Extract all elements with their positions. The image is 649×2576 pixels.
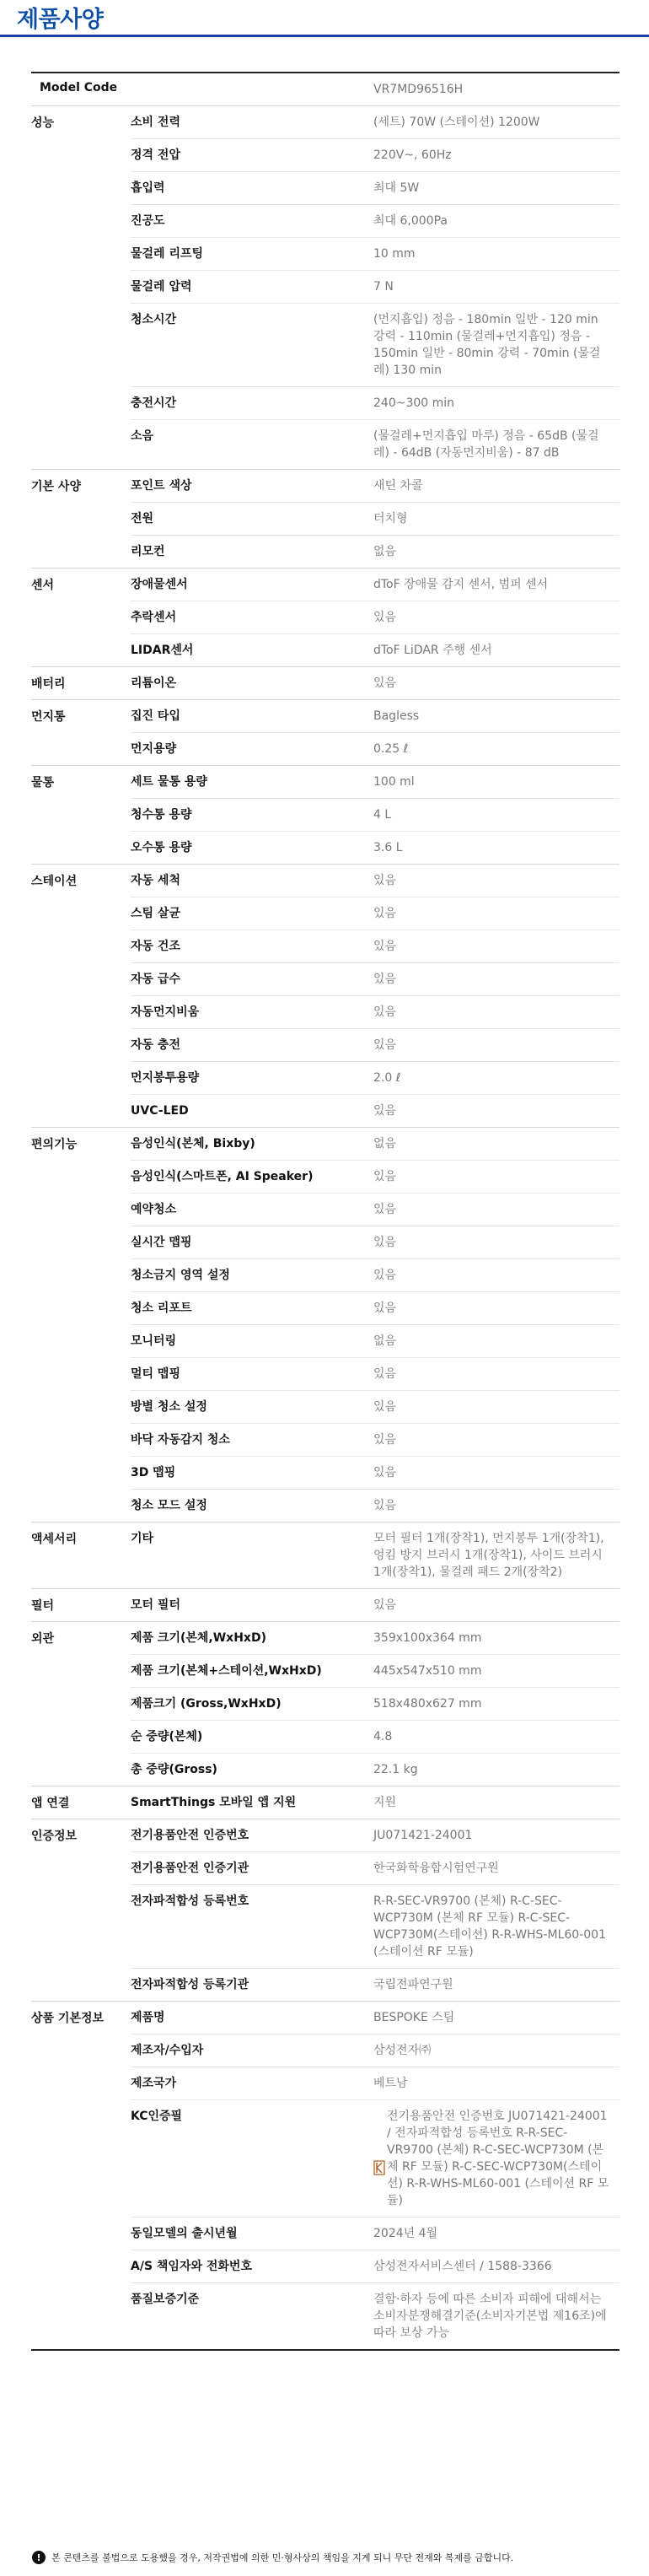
spec-label: 장애물센서: [131, 578, 188, 591]
spec-value: 518x480x627 mm: [373, 1697, 482, 1711]
spec-category: 인증정보: [31, 1830, 78, 1843]
spec-row: [131, 963, 620, 996]
spec-rows: [131, 106, 620, 469]
spec-row: [131, 1885, 620, 1969]
spec-value: 있음: [373, 1236, 397, 1249]
spec-category: 먼지통: [31, 710, 66, 724]
spec-row: [131, 470, 620, 503]
spec-value: 359x100x364 mm: [373, 1631, 482, 1645]
spec-row: [131, 2034, 620, 2067]
spec-row: [131, 569, 620, 601]
spec-label: 물걸레 압력: [131, 280, 192, 294]
spec-row: [131, 1062, 620, 1095]
spec-row: [131, 106, 620, 139]
spec-row: [131, 1424, 620, 1457]
spec-label: 전자파적합성 등록기관: [131, 1978, 249, 1991]
spec-rows: [131, 700, 620, 765]
title-bar: [0, 0, 649, 37]
spec-value: 있음: [373, 1005, 397, 1019]
spec-value: 국립전파연구원: [373, 1978, 453, 1991]
spec-value: 22.1 kg: [373, 1763, 418, 1776]
spec-category: 성능: [31, 116, 55, 130]
spec-rows: [131, 1522, 620, 1588]
spec-label: 예약청소: [131, 1203, 177, 1216]
spec-value: 100 ml: [373, 775, 415, 789]
spec-label: 제조자/수입자: [131, 2044, 204, 2057]
spec-row: [131, 832, 620, 864]
spec-value: 있음: [373, 1170, 397, 1183]
copyright-notice: [0, 2539, 649, 2576]
spec-value: 있음: [373, 907, 397, 920]
spec-row: [131, 667, 620, 699]
spec-row: [131, 1391, 620, 1424]
spec-row: [131, 172, 620, 205]
spec-value: 삼성전자서비스센터 / 1588-3366: [373, 2260, 552, 2273]
spec-row: [131, 1969, 620, 2001]
spec-row: [131, 1852, 620, 1885]
spec-label: 추락센서: [131, 611, 177, 624]
spec-value: 있음: [373, 1203, 397, 1216]
spec-value: 삼성전자㈜: [373, 2044, 432, 2057]
spec-label: 물걸레 리프팅: [131, 247, 204, 261]
spec-category: 앱 연결: [31, 1797, 70, 1810]
spec-row: [131, 1095, 620, 1127]
spec-label: 기타: [131, 1532, 154, 1545]
spec-label: 멀티 맵핑: [131, 1367, 180, 1381]
spec-label: 실시간 맵핑: [131, 1236, 192, 1249]
spec-row: [131, 996, 620, 1029]
spec-category: 필터: [31, 1599, 55, 1613]
spec-label: 충전시간: [131, 396, 177, 410]
spec-value: JU071421-24001: [373, 1829, 473, 1842]
model-code-value: VR7MD96516H: [373, 83, 464, 96]
spec-rows: [131, 766, 620, 864]
spec-label: 동일모델의 출시년월: [131, 2227, 238, 2240]
model-code-row: [31, 73, 620, 106]
spec-category: 배터리: [31, 677, 66, 691]
spec-label: 모니터링: [131, 1334, 177, 1348]
spec-group: [31, 569, 620, 667]
spec-label: 3D 맵핑: [131, 1466, 176, 1479]
spec-row: [131, 1358, 620, 1391]
spec-row: [131, 865, 620, 897]
spec-row: [131, 930, 620, 963]
spec-value: BESPOKE 스팀: [373, 2011, 455, 2024]
spec-row: [131, 1259, 620, 1292]
spec-row: [131, 536, 620, 568]
spec-row: [131, 2218, 620, 2250]
spec-row: [131, 503, 620, 536]
spec-row: [131, 1688, 620, 1721]
spec-value: Bagless: [373, 709, 420, 723]
spec-label: 청수통 용량: [131, 808, 192, 822]
spec-row: [131, 1226, 620, 1259]
spec-row: [131, 304, 620, 387]
spec-row: [131, 271, 620, 304]
spec-group: [31, 2002, 620, 2349]
spec-label: 품질보증기준: [131, 2293, 200, 2306]
spec-value: 445x547x510 mm: [373, 1664, 482, 1678]
spec-row: [131, 799, 620, 832]
spec-label: 제품명: [131, 2011, 165, 2024]
spec-value: (물걸레+먼지흡입 마루) 정음 - 65dB (물걸레) - 64dB (자동먼지비움) - 87 dB: [373, 429, 599, 460]
spec-group: [31, 1786, 620, 1819]
spec-row: [131, 1490, 620, 1522]
spec-category: 기본 사양: [31, 480, 81, 493]
spec-value: 3.6 L: [373, 841, 403, 854]
spec-category: 물통: [31, 776, 55, 790]
spec-label: 제품 크기(본체+스테이션,WxHxD): [131, 1664, 322, 1678]
spec-label: 총 중량(Gross): [131, 1763, 217, 1776]
spec-row: [131, 2002, 620, 2034]
spec-label: 순 중량(본체): [131, 1730, 203, 1743]
spec-value: 있음: [373, 676, 397, 690]
spec-label: 스팀 살균: [131, 907, 180, 920]
spec-label: 자동먼지비움: [131, 1005, 200, 1019]
spec-label: 집진 타입: [131, 709, 180, 723]
spec-value: 4 L: [373, 808, 392, 822]
spec-label: LIDAR센서: [131, 644, 194, 657]
spec-category: 상품 기본정보: [31, 2012, 105, 2025]
spec-label: 자동 건조: [131, 940, 180, 953]
spec-row: [131, 1622, 620, 1655]
spec-value: 있음: [373, 1038, 397, 1052]
spec-value: 10 mm: [373, 247, 416, 261]
spec-value: 있음: [373, 973, 397, 986]
spec-label: SmartThings 모바일 앱 지원: [131, 1796, 297, 1809]
spec-value: (먼지흡입) 정음 - 180min 일반 - 120 min 강력 - 110min (물걸레+먼지흡입) 정음 - 150min 일반 - 80min 강력 - 70min (물걸레) 130 min: [373, 313, 601, 377]
spec-label: 리모컨: [131, 545, 165, 558]
spec-row: [131, 2283, 620, 2349]
spec-row: [131, 1292, 620, 1325]
spec-label: 청소 리포트: [131, 1301, 192, 1315]
spec-rows: [131, 2002, 620, 2349]
spec-value: (세트) 70W (스테이션) 1200W: [373, 116, 540, 129]
spec-rows: [131, 1819, 620, 2001]
info-icon: !: [32, 2551, 46, 2564]
spec-category: 외관: [31, 1632, 55, 1646]
spec-row: [131, 420, 620, 469]
spec-value: 터치형: [373, 512, 408, 525]
spec-rows: [131, 1622, 620, 1786]
spec-label: KC인증필: [131, 2110, 183, 2123]
spec-value: 최대 6,000Pa: [373, 214, 448, 228]
spec-value: 새틴 차콜: [373, 479, 423, 493]
spec-value: 전기용품안전 인증번호 JU071421-24001 / 전자파적합성 등록번호 R-R-SEC-VR9700 (본체) R-C-SEC-WCP730M (본체 RF 모듈) R-C-SEC-WCP730M(스테이션) R-R-WHS-ML60-001 (스테이션 RF 모듈): [387, 2110, 609, 2207]
spec-row: [131, 1522, 620, 1588]
spec-label: 자동 충전: [131, 1038, 180, 1052]
spec-value: 베트남: [373, 2077, 408, 2090]
spec-rows: [131, 865, 620, 1127]
spec-group: [31, 1128, 620, 1522]
spec-value: 0.25 ℓ: [373, 742, 409, 756]
spec-row: [131, 1819, 620, 1852]
spec-row: [131, 700, 620, 733]
spec-value: 결함·하자 등에 따른 소비자 피해에 대해서는 소비자분쟁해결기준(소비자기본법 제16조)에 따라 보상 가능: [373, 2293, 607, 2340]
spec-label: 전기용품안전 인증기관: [131, 1862, 249, 1875]
spec-value: 없음: [373, 1334, 397, 1348]
spec-row: [131, 1721, 620, 1754]
spec-label: 청소시간: [131, 313, 177, 326]
spec-group: [31, 1622, 620, 1786]
spec-value: 있음: [373, 1269, 397, 1282]
spec-label: 포인트 색상: [131, 479, 192, 493]
spec-value: 있음: [373, 1301, 397, 1315]
spec-label: 전기용품안전 인증번호: [131, 1829, 249, 1842]
spec-label: 먼지봉투용량: [131, 1071, 200, 1085]
spec-row: [131, 205, 620, 238]
spec-label: 청소금지 영역 설정: [131, 1269, 230, 1282]
spec-label: 제품 크기(본체,WxHxD): [131, 1631, 266, 1645]
spec-row: [131, 1194, 620, 1226]
kc-mark-icon: [373, 2160, 385, 2175]
spec-label: 청소 모드 설정: [131, 1499, 207, 1512]
spec-value: 모터 필터 1개(장착1), 먼지봉투 1개(장착1), 엉킴 방지 브러시 1개(장착1), 사이드 브러시 1개(장착1), 물걸레 패드 2개(장착2): [373, 1532, 604, 1579]
spec-row: [131, 2067, 620, 2100]
spec-rows: [131, 1589, 620, 1621]
spec-label: 바닥 자동감지 청소: [131, 1433, 230, 1447]
page-title: 제품사양: [17, 7, 104, 33]
spec-row: [131, 1128, 620, 1161]
spec-row: [131, 387, 620, 420]
spec-label: 자동 세척: [131, 874, 180, 887]
spec-label: 자동 급수: [131, 973, 180, 986]
spec-row: [131, 1457, 620, 1490]
spec-value: 2.0 ℓ: [373, 1071, 401, 1085]
spec-row: [131, 601, 620, 634]
spec-rows: [131, 667, 620, 699]
spec-table: [31, 72, 620, 2351]
spec-value: 있음: [373, 1104, 397, 1118]
spec-row: [131, 2100, 620, 2218]
spec-value: 지원: [373, 1796, 397, 1809]
spec-row: [131, 1589, 620, 1621]
spec-label: 전원: [131, 512, 154, 525]
spec-label: 세트 물통 용량: [131, 775, 207, 789]
spec-value: 있음: [373, 874, 397, 887]
spec-rows: [131, 1786, 620, 1819]
spec-row: [131, 733, 620, 765]
spec-value: 있음: [373, 1433, 397, 1447]
spec-category: 센서: [31, 579, 55, 592]
copyright-text: 본 콘텐츠를 불법으로 도용했을 경우, 저작권법에 의한 민·형사상의 책임을 지게 되니 무단 전재와 복제를 금합니다.: [51, 2552, 514, 2563]
spec-row: [131, 139, 620, 172]
spec-group: [31, 1589, 620, 1622]
spec-value: 있음: [373, 1400, 397, 1414]
spec-group: [31, 667, 620, 700]
spec-group: [31, 865, 620, 1128]
spec-value: dToF 장애물 감지 센서, 범퍼 센서: [373, 578, 549, 591]
spec-label: 모터 필터: [131, 1598, 180, 1612]
spec-value: R-R-SEC-VR9700 (본체) R-C-SEC-WCP730M (본체 RF 모듈) R-C-SEC-WCP730M(스테이션) R-R-WHS-ML60-001 (스테이션 RF 모듈): [373, 1894, 606, 1959]
spec-label: 음성인식(본체, Bixby): [131, 1137, 255, 1151]
spec-value: 없음: [373, 545, 397, 558]
spec-value: 4.8: [373, 1730, 393, 1743]
spec-rows: [131, 1128, 620, 1522]
spec-value: 240~300 min: [373, 396, 455, 410]
spec-label: 음성인식(스마트폰, AI Speaker): [131, 1170, 314, 1183]
spec-group: [31, 766, 620, 865]
spec-value: 최대 5W: [373, 181, 420, 195]
spec-value: 2024년 4월: [373, 2227, 438, 2240]
spec-label: 소음: [131, 429, 154, 443]
kc-cert-cell: [373, 2100, 620, 2217]
spec-label: 흡입력: [131, 181, 165, 195]
spec-group: [31, 1819, 620, 2002]
spec-value: 있음: [373, 1367, 397, 1381]
spec-label: 오수통 용량: [131, 841, 192, 854]
spec-label: 제조국가: [131, 2077, 177, 2090]
spec-rows: [131, 470, 620, 568]
spec-value: dToF LiDAR 주행 센서: [373, 644, 492, 657]
spec-category: 액세서리: [31, 1533, 78, 1546]
spec-label: 소비 전력: [131, 116, 180, 129]
spec-row: [131, 766, 620, 799]
spec-group: [31, 1522, 620, 1589]
spec-value: 있음: [373, 1598, 397, 1612]
spec-rows: [131, 569, 620, 666]
spec-row: [131, 238, 620, 271]
spec-value: 있음: [373, 1499, 397, 1512]
spec-row: [131, 1786, 620, 1819]
spec-label: UVC-LED: [131, 1104, 189, 1118]
model-code-label: Model Code: [40, 81, 118, 94]
spec-value: 있음: [373, 1466, 397, 1479]
spec-row: [131, 1754, 620, 1786]
spec-row: [131, 1655, 620, 1688]
spec-label: 제품크기 (Gross,WxHxD): [131, 1697, 282, 1711]
spec-category: 편의기능: [31, 1138, 78, 1151]
spec-row: [131, 1161, 620, 1194]
spec-value: 한국화학융합시험연구원: [373, 1862, 499, 1875]
spec-label: 정격 전압: [131, 148, 180, 162]
spec-label: 방별 청소 설정: [131, 1400, 207, 1414]
spec-label: 먼지용량: [131, 742, 177, 756]
spec-category: 스테이션: [31, 875, 78, 888]
spec-value: 없음: [373, 1137, 397, 1151]
spec-value: 7 N: [373, 280, 394, 294]
kc-cert-wrapper: [373, 2108, 611, 2209]
spec-group: [31, 106, 620, 470]
spec-row: [131, 2250, 620, 2283]
spec-value: 220V~, 60Hz: [373, 148, 452, 162]
spec-row: [131, 634, 620, 666]
spec-value: 있음: [373, 940, 397, 953]
spec-value: 있음: [373, 611, 397, 624]
spec-group: [31, 700, 620, 766]
spec-row: [131, 1029, 620, 1062]
spec-group: [31, 470, 620, 569]
spec-row: [131, 897, 620, 930]
spec-label: 리튬이온: [131, 676, 177, 690]
spec-label: 진공도: [131, 214, 165, 228]
spec-label: A/S 책임자와 전화번호: [131, 2260, 252, 2273]
spec-label: 전자파적합성 등록번호: [131, 1894, 249, 1908]
spec-row: [131, 1325, 620, 1358]
